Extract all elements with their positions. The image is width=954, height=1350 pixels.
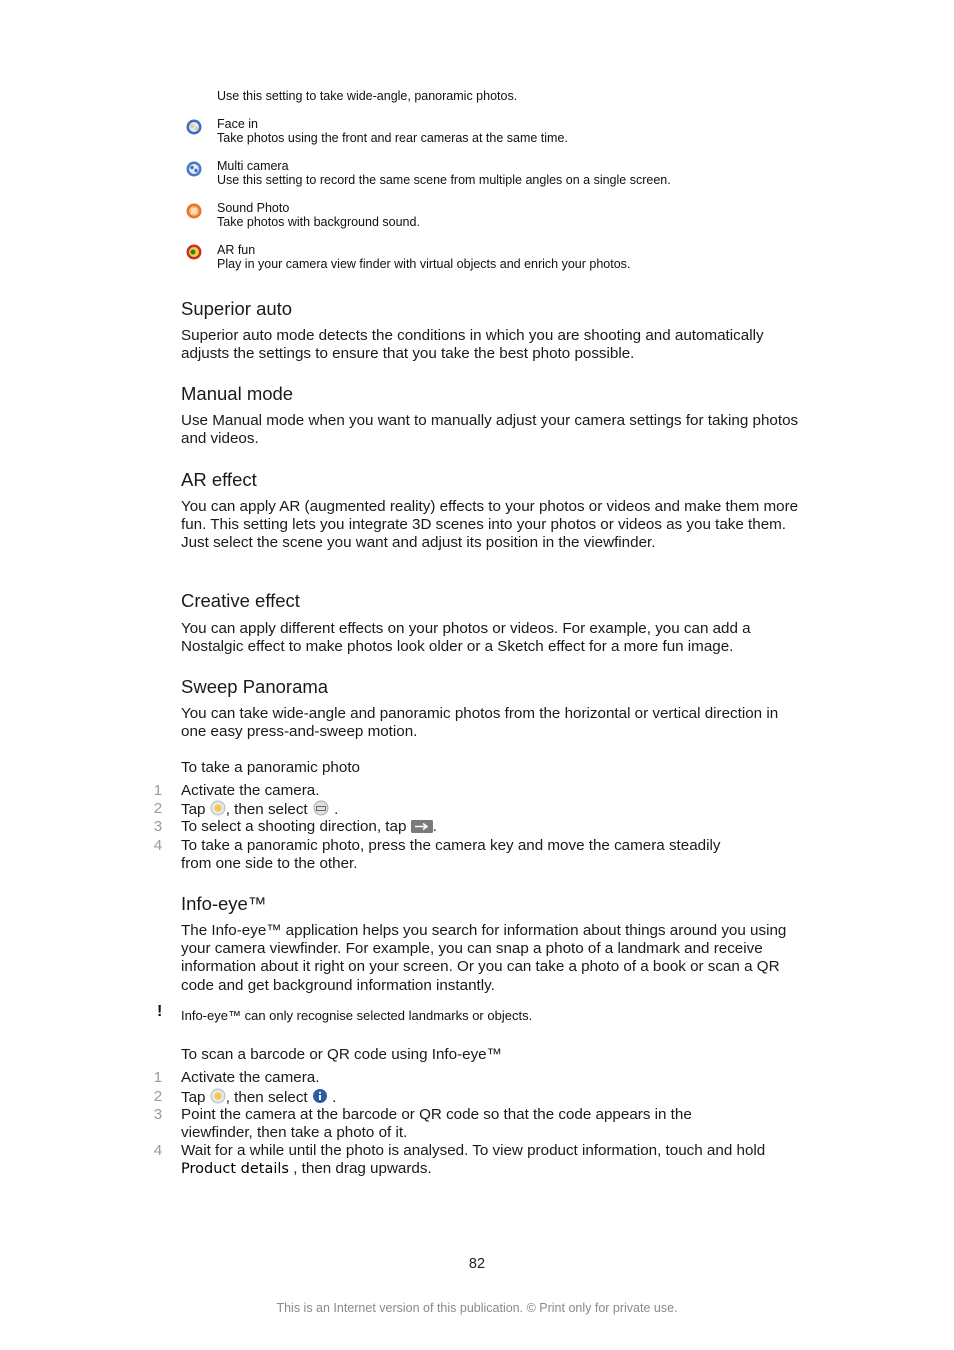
- section-heading-manual-mode: Manual mode: [181, 383, 294, 404]
- step-text-post: .: [332, 1089, 337, 1106]
- mode-desc: Take photos with background sound.: [217, 215, 420, 229]
- section-heading-creative-effect: Creative effect: [181, 590, 300, 611]
- step-text: [181, 818, 781, 836]
- step-text-pre: Wait for a while until the photo is analysed. To view product information, touch and hold: [181, 1142, 766, 1159]
- camera-mode-icon: [210, 1088, 226, 1104]
- section-heading-ar-effect: AR effect: [181, 469, 257, 490]
- mode-desc: Take photos using the front and rear cameras at the same time.: [217, 131, 568, 145]
- sweep-panorama-icon: [312, 800, 330, 816]
- step-text: Point the camera at the barcode or QR code so that the code appears in the viewfinder, then take a photo of it.: [181, 1106, 692, 1142]
- mode-title: Multi camera: [217, 159, 289, 173]
- warning-icon: !: [157, 1003, 163, 1020]
- step-number: 4: [153, 1142, 163, 1159]
- product-details-label: Product details: [181, 1161, 289, 1178]
- info-eye-icon: [312, 1088, 328, 1104]
- page-number: 82: [468, 1256, 486, 1272]
- step-number: 2: [153, 1088, 163, 1105]
- multi-camera-icon: [186, 161, 202, 177]
- mode-desc: Play in your camera view finder with virtual objects and enrich your photos.: [217, 257, 631, 271]
- step-text-post: .: [432, 818, 437, 835]
- camera-mode-icon: [210, 800, 226, 816]
- section-body-creative-effect: You can apply different effects on your photos or videos. For example, you can add a Nostalgic effect to make photos look older or a Sketch effect for a more fun image.: [181, 620, 751, 656]
- step-text: [181, 800, 781, 819]
- step-number: 3: [153, 1106, 163, 1123]
- step-number: 2: [153, 800, 163, 817]
- sound-photo-icon: [186, 203, 202, 219]
- step-text-mid: , then select: [225, 1089, 308, 1106]
- section-body-sweep-panorama: You can take wide-angle and panoramic photos from the horizontal or vertical direction in one easy press-and-sweep motion.: [181, 705, 779, 741]
- step-number: 1: [153, 782, 163, 799]
- step-text-pre: Tap: [181, 801, 206, 818]
- step-number: 3: [153, 818, 163, 835]
- mode-title: AR fun: [217, 243, 256, 257]
- mode-title: Sound Photo: [217, 201, 290, 215]
- ar-fun-icon: [186, 244, 202, 260]
- face-in-icon: [186, 119, 202, 135]
- section-body-ar-effect: You can apply AR (augmented reality) effects to your photos or videos and make them more fun. This setting lets you integrate 3D scenes into your photos or videos as you take them. Just select the scene you want and adjust its position in the viewfinder.: [181, 498, 799, 552]
- section-heading-info-eye: Info-eye™: [181, 893, 267, 914]
- intro-text: Use this setting to take wide-angle, panoramic photos.: [217, 89, 518, 103]
- step-number: 1: [153, 1069, 163, 1086]
- section-heading-sweep-panorama: Sweep Panorama: [181, 676, 329, 697]
- step-text: Activate the camera.: [181, 782, 320, 799]
- step-text-pre: Tap: [181, 1089, 206, 1106]
- section-body-manual-mode: Use Manual mode when you want to manually adjust your camera settings for taking photos and videos.: [181, 412, 799, 448]
- step-text-post: , then drag upwards.: [293, 1160, 432, 1178]
- step-text: Activate the camera.: [181, 1069, 320, 1086]
- step-text: [181, 1088, 781, 1107]
- direction-arrow-icon: [411, 820, 433, 833]
- procedure-title-panorama: To take a panoramic photo: [181, 759, 360, 776]
- procedure-title-info-eye: To scan a barcode or QR code using Info-eye™: [181, 1046, 502, 1063]
- step-text-pre: To select a shooting direction, tap: [181, 818, 407, 835]
- mode-desc: Use this setting to record the same scene from multiple angles on a single screen.: [217, 173, 671, 187]
- note-text: Info-eye™ can only recognise selected landmarks or objects.: [181, 1008, 533, 1023]
- section-body-superior-auto: Superior auto mode detects the conditions in which you are shooting and automatically adjusts the settings to ensure that you take the best photo possible.: [181, 327, 764, 363]
- step-text-post: .: [334, 801, 339, 818]
- footer-text: This is an Internet version of this publication. © Print only for private use.: [276, 1301, 678, 1315]
- step-text: [181, 1142, 771, 1178]
- section-heading-superior-auto: Superior auto: [181, 298, 293, 319]
- step-text-mid: , then select: [225, 801, 308, 818]
- step-text: To take a panoramic photo, press the camera key and move the camera steadily from one side to the other.: [181, 837, 721, 873]
- step-number: 4: [153, 837, 163, 854]
- mode-title: Face in: [217, 117, 258, 131]
- section-body-info-eye: The Info-eye™ application helps you search for information about things around you using your camera viewfinder. For example, you can snap a photo of a landmark and receive information about it right on your screen. Or you can take a photo of a book or scan a QR code and get background information instantly.: [181, 922, 787, 994]
